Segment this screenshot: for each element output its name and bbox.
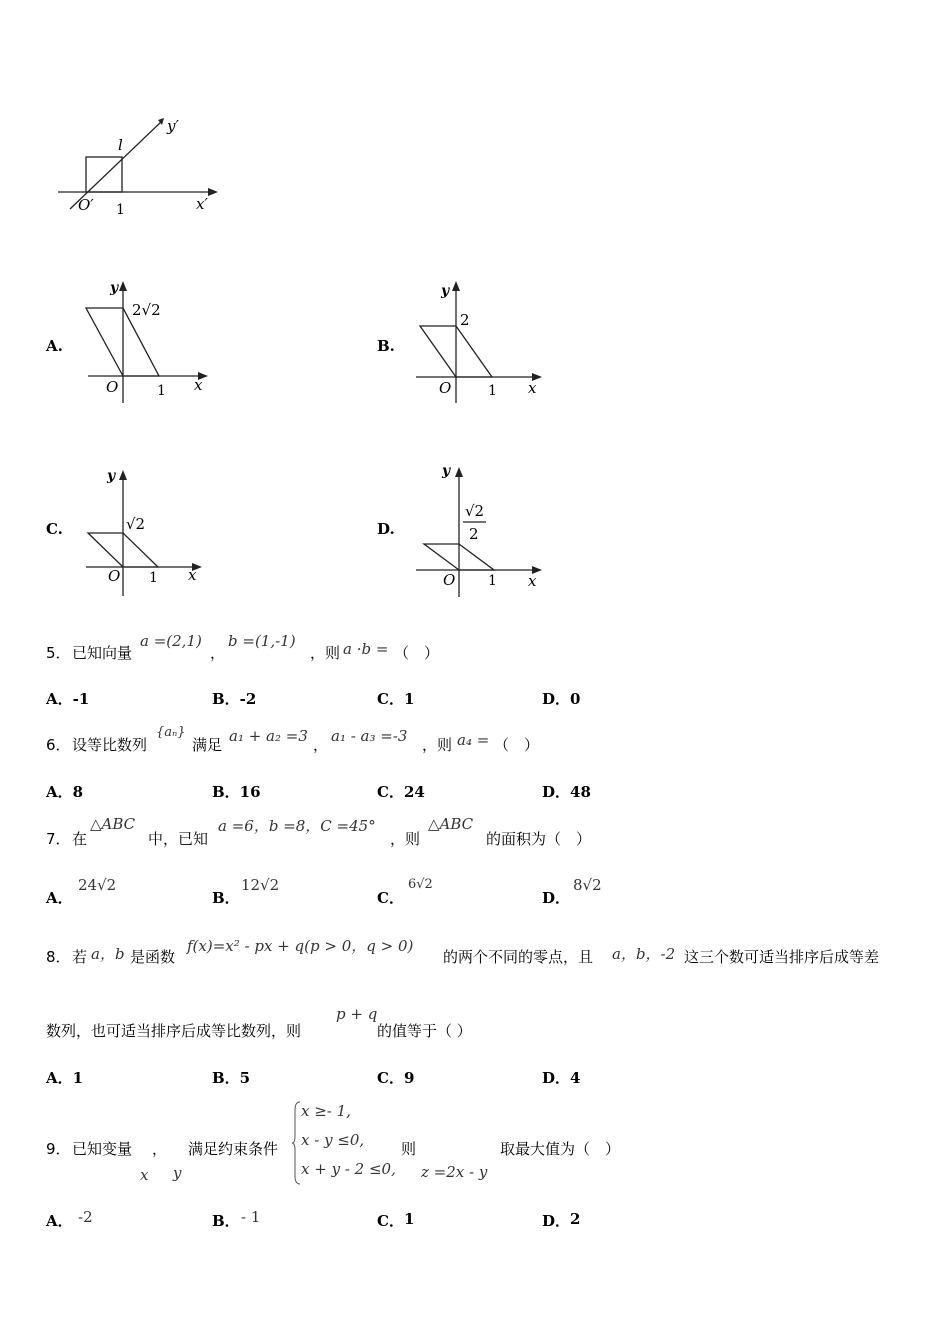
- question-7-ask: 的面积为（ ）: [486, 830, 592, 848]
- q5-option-a[interactable]: A．-1: [46, 690, 90, 708]
- vector-a-expression: a =(2,1): [140, 632, 202, 650]
- top-oblique-figure: [50, 110, 230, 225]
- q9-option-d-letter[interactable]: D．: [542, 1212, 571, 1230]
- question-9-number: 9．: [46, 1140, 71, 1158]
- question-6-satisfies: 满足: [192, 736, 223, 754]
- figure-option-d-letter: D.: [377, 520, 395, 538]
- one-label: 1: [149, 570, 158, 586]
- q5-option-d[interactable]: D．0: [542, 690, 581, 708]
- given-values: a =6，b =8，C =45°: [218, 817, 376, 835]
- q6-option-a[interactable]: A．8: [46, 783, 84, 801]
- question-7-given: 中，已知: [148, 830, 209, 848]
- figure-option-c-letter: C.: [46, 520, 63, 538]
- question-8-text: 若: [72, 948, 88, 966]
- constraint-3: x + y - 2 ≤0,: [301, 1160, 396, 1178]
- q6-option-b[interactable]: B．16: [212, 783, 261, 801]
- square-shape: [86, 157, 122, 192]
- x-label: x: [528, 379, 537, 397]
- question-8-line-2: 数列，也可适当排序后成等比数列，则: [46, 1022, 302, 1040]
- question-6-then: ，则: [422, 736, 453, 754]
- origin-label: O: [443, 571, 456, 589]
- q7-option-a-letter[interactable]: A．: [46, 889, 73, 907]
- height-label-numerator: √2: [465, 502, 485, 520]
- l-label: l: [118, 136, 123, 154]
- q7-option-b-letter[interactable]: B．: [212, 889, 240, 907]
- q8-option-b[interactable]: B．5: [212, 1069, 251, 1087]
- a4-expression: a₄ =: [457, 731, 490, 749]
- y-label: y: [107, 468, 116, 484]
- variable-y: y: [173, 1164, 182, 1182]
- variable-x: x: [140, 1166, 149, 1184]
- question-9-constraints-label: 满足约束条件: [188, 1140, 279, 1158]
- height-label: 2√2: [132, 301, 161, 319]
- figure-option-a: [80, 275, 220, 410]
- three-numbers: a，b，-2: [612, 945, 676, 963]
- origin-label: O: [106, 378, 119, 396]
- y-label: y: [441, 283, 450, 299]
- question-5-text: 已知向量: [72, 644, 133, 662]
- q7-option-c-letter[interactable]: C．: [377, 889, 404, 907]
- figure-option-a-letter: A.: [46, 337, 63, 355]
- figure-option-d: [410, 455, 550, 600]
- triangle-abc-2: △ABC: [428, 815, 474, 833]
- q7-option-d-letter[interactable]: D．: [542, 889, 571, 907]
- q6-option-d[interactable]: D．48: [542, 783, 591, 801]
- question-9-comma: ，: [152, 1140, 168, 1158]
- condition-2: a₁ - a₃ =-3: [331, 727, 408, 745]
- question-7-then: ，则: [390, 830, 421, 848]
- x-label: x: [194, 376, 203, 394]
- x-axis-arrow: [208, 188, 218, 196]
- q6-option-c[interactable]: C．24: [377, 783, 425, 801]
- x-label: x: [188, 566, 197, 584]
- question-6-text: 设等比数列: [72, 736, 148, 754]
- height-label: 2: [460, 311, 470, 329]
- q9-option-c-value: 1: [404, 1210, 415, 1228]
- y-prime-label: y′: [167, 117, 179, 135]
- q7-option-c-value: 6√2: [408, 877, 433, 892]
- p-plus-q: p + q: [336, 1005, 378, 1023]
- question-9-ask: 取最大值为（ ）: [500, 1140, 621, 1158]
- q5-option-b[interactable]: B．-2: [212, 690, 257, 708]
- one-label: 1: [488, 573, 497, 589]
- question-7-number: 7．: [46, 830, 71, 848]
- q9-option-a-letter[interactable]: A．: [46, 1212, 73, 1230]
- q9-option-c-letter[interactable]: C．: [377, 1212, 404, 1230]
- q9-option-b-letter[interactable]: B．: [212, 1212, 240, 1230]
- q9-option-a-value: -2: [78, 1208, 93, 1226]
- vector-b-expression: b =(1,-1): [228, 632, 296, 650]
- x-label: x: [528, 572, 537, 590]
- q8-option-a[interactable]: A．1: [46, 1069, 84, 1087]
- origin-label: O: [108, 567, 121, 585]
- q7-option-b-value: 12√2: [241, 876, 280, 894]
- condition-1: a₁ + a₂ =3: [229, 727, 308, 745]
- dot-product-expression: a ·b =: [343, 640, 389, 658]
- answer-paren: （ ）: [494, 736, 540, 754]
- question-9-then: 则: [401, 1140, 417, 1158]
- one-label: 1: [116, 202, 125, 218]
- q7-option-a-value: 24√2: [78, 876, 117, 894]
- a-b-values: a，b: [91, 945, 125, 963]
- figure-option-c: [80, 460, 220, 600]
- question-7-text: 在: [72, 830, 88, 848]
- answer-paren: （ ）: [394, 644, 440, 662]
- origin-label: O: [439, 379, 452, 397]
- question-8-zeros: 的两个不同的零点，且: [443, 948, 594, 966]
- origin-prime-label: O′: [78, 196, 94, 214]
- question-5-then: ，则: [310, 644, 341, 662]
- separator: ，: [313, 736, 329, 754]
- q8-option-d[interactable]: D．4: [542, 1069, 581, 1087]
- q7-option-d-value: 8√2: [573, 876, 602, 894]
- question-8-arithmetic: 这三个数可适当排序后成等差: [684, 948, 880, 966]
- question-8-function-label: 是函数: [130, 948, 176, 966]
- separator: ，: [210, 644, 226, 662]
- y-label: y: [442, 463, 451, 479]
- question-8-number: 8．: [46, 948, 71, 966]
- one-label: 1: [157, 383, 166, 399]
- q9-option-b-value: - 1: [241, 1208, 261, 1226]
- q8-option-c[interactable]: C．9: [377, 1069, 415, 1087]
- figure-option-b: [410, 275, 550, 410]
- q9-option-d-value: 2: [570, 1210, 581, 1228]
- objective-expression: z =2x - y: [421, 1163, 488, 1181]
- q5-option-c[interactable]: C．1: [377, 690, 415, 708]
- constraint-1: x ≥- 1,: [301, 1102, 351, 1120]
- constraint-2: x - y ≤0,: [301, 1131, 365, 1149]
- x-prime-label: x′: [196, 195, 208, 213]
- question-6-number: 6．: [46, 736, 71, 754]
- question-8-ask: 的值等于（ ）: [377, 1022, 472, 1040]
- question-5-number: 5．: [46, 644, 71, 662]
- figure-option-b-letter: B.: [377, 337, 395, 355]
- triangle-abc: △ABC: [90, 815, 136, 833]
- height-label: √2: [126, 515, 146, 533]
- sequence-expression: {aₙ}: [156, 725, 186, 740]
- height-label-denominator: 2: [469, 525, 479, 543]
- question-9-text: 已知变量: [72, 1140, 133, 1158]
- one-label: 1: [488, 383, 497, 399]
- function-expression: f(x)=x² - px + q(p > 0，q > 0): [187, 937, 414, 955]
- y-label: y: [110, 280, 119, 296]
